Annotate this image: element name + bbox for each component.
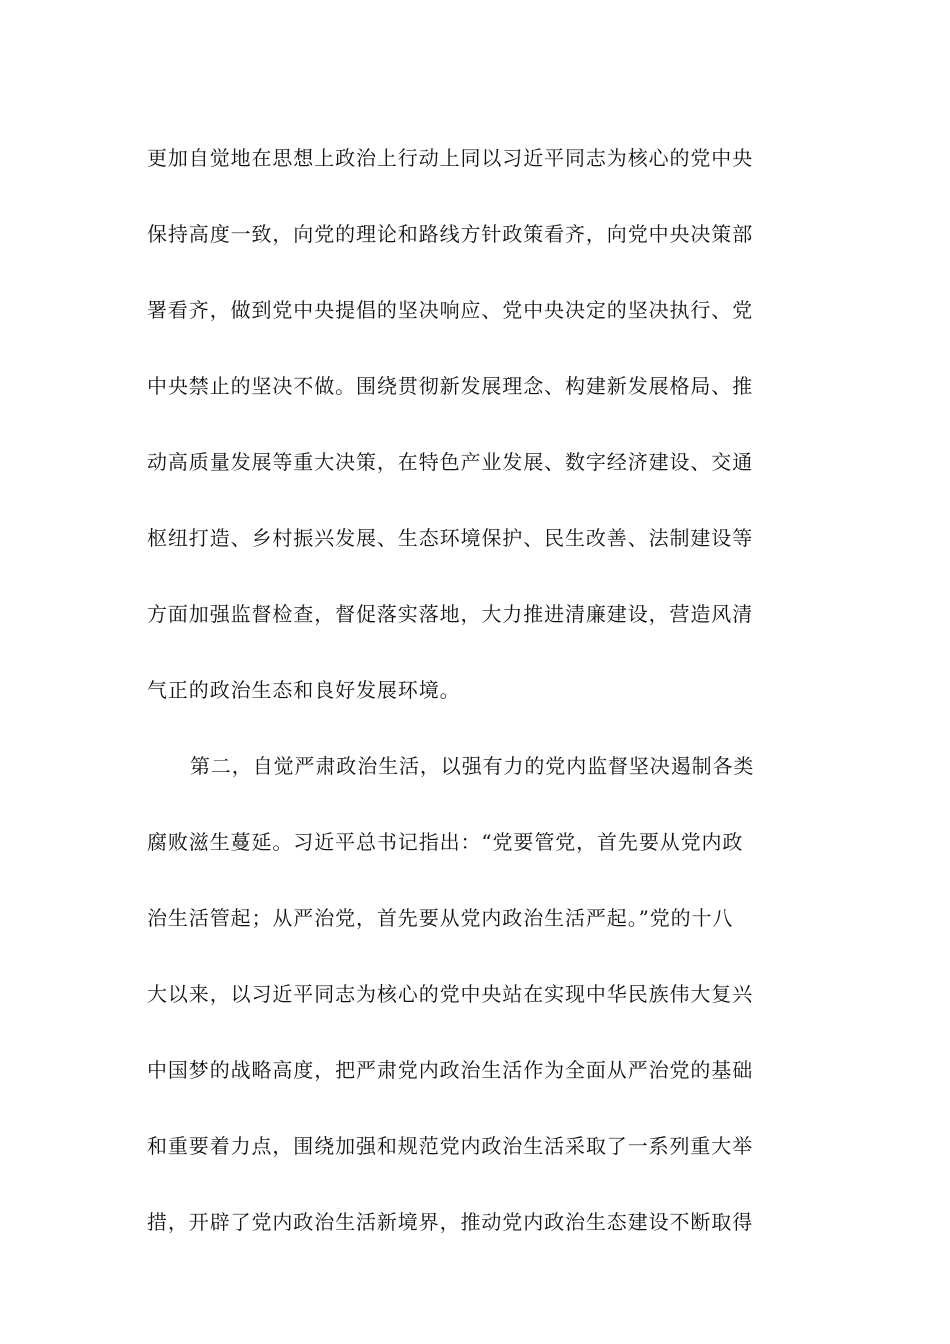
text-line: 更加自觉地在思想上政治上行动上同以习近平同志为核心的党中央 xyxy=(147,146,754,170)
text-line: 中国梦的战略高度，把严肃党内政治生活作为全面从严治党的基础 xyxy=(147,1058,754,1082)
text-line: 动高质量发展等重大决策，在特色产业发展、数字经济建设、交通 xyxy=(147,450,754,474)
text-line: 措，开辟了党内政治生活新境界，推动党内政治生态建设不断取得 xyxy=(147,1210,754,1234)
text-line: 方面加强监督检查，督促落实落地，大力推进清廉建设，营造风清 xyxy=(147,602,754,626)
text-line: 气正的政治生态和良好发展环境。 xyxy=(147,678,461,702)
text-line: 和重要着力点，围绕加强和规范党内政治生活采取了一系列重大举 xyxy=(147,1134,754,1158)
text-line: 中央禁止的坚决不做。围绕贯彻新发展理念、构建新发展格局、推 xyxy=(147,374,754,398)
paragraph-first-line: 第二，自觉严肃政治生活，以强有力的党内监督坚决遏制各类 xyxy=(190,754,755,778)
text-line: 大以来，以习近平同志为核心的党中央站在实现中华民族伟大复兴 xyxy=(147,982,754,1006)
text-line: 保持高度一致，向党的理论和路线方针政策看齐，向党中央决策部 xyxy=(147,222,754,246)
text-line: 署看齐，做到党中央提倡的坚决响应、党中央决定的坚决执行、党 xyxy=(147,298,754,322)
text-line: 治生活管起；从严治党，首先要从党内政治生活严起。”党的十八 xyxy=(147,906,734,930)
text-line: 枢纽打造、乡村振兴发展、生态环境保护、民生改善、法制建设等 xyxy=(147,526,754,550)
text-line: 腐败滋生蔓延。习近平总书记指出：“党要管党，首先要从党内政 xyxy=(147,830,744,854)
